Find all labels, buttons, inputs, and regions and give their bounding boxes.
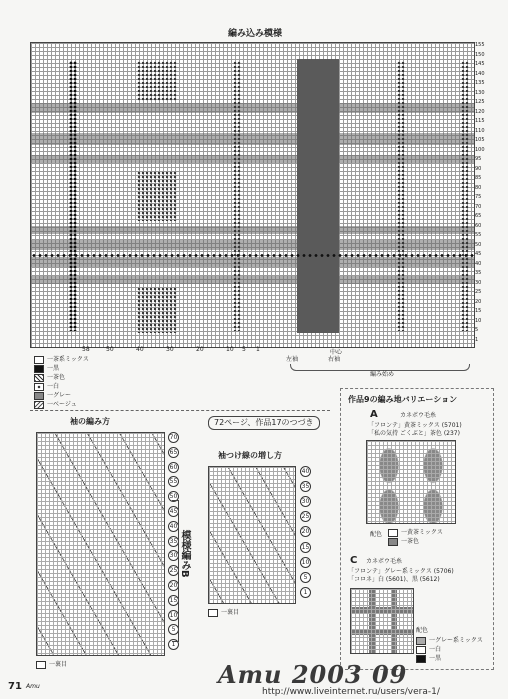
variation-a-chart bbox=[366, 440, 456, 524]
magazine-small: Amu bbox=[26, 683, 40, 690]
swatch-purl bbox=[36, 661, 46, 669]
axis-tick: 20 bbox=[196, 346, 204, 353]
variation-a-line2: 「私の気持 ごくぶと」茶色 (237) bbox=[368, 430, 460, 437]
axis-tick: 145 bbox=[475, 61, 485, 67]
cast-on-note: 編み始め bbox=[370, 371, 395, 378]
legend-label: 一グレー系ミックス bbox=[429, 636, 483, 644]
axis-tick: 80 bbox=[475, 184, 482, 191]
motif-column-4 bbox=[461, 61, 469, 331]
axis-tick: 45 bbox=[475, 251, 482, 257]
cast-on-bracket bbox=[290, 364, 470, 371]
swatch-slash bbox=[34, 401, 44, 409]
row-number-badge: 1 bbox=[300, 587, 311, 598]
motif-column-2 bbox=[233, 61, 241, 331]
axis-tick: 1 bbox=[256, 346, 260, 353]
row-number-badge: 20 bbox=[169, 582, 178, 589]
section-divider bbox=[30, 410, 330, 411]
row-number-badge: 15 bbox=[301, 543, 310, 551]
sleeve-title: 袖の編み方 bbox=[70, 417, 110, 426]
row-number-badge: 50 bbox=[169, 493, 178, 501]
legend-label: 一茶色 bbox=[401, 537, 420, 545]
variation-c-legend bbox=[416, 636, 483, 663]
variation-a-line1: 「フロンテ」黄茶ミックス (5701) bbox=[368, 422, 462, 429]
axis-tick: 55 bbox=[475, 232, 482, 238]
increase-chart bbox=[208, 466, 296, 604]
row-number-badge: 10 bbox=[301, 558, 310, 566]
axis-tick: 95 bbox=[475, 156, 482, 162]
axis-tick: 40 bbox=[136, 346, 144, 353]
swatch-purl bbox=[208, 609, 218, 617]
axis-tick: 10 bbox=[475, 317, 482, 324]
continuation-note: 72ページ、作品17のつづき bbox=[208, 416, 320, 430]
axis-tick: 155 bbox=[475, 42, 485, 48]
row-number-badge: 30 bbox=[301, 498, 310, 506]
axis-tick: 90 bbox=[475, 165, 482, 172]
row-number-badge: 20 bbox=[301, 528, 310, 536]
source-url: http://www.liveinternet.ru/users/vera-1/ bbox=[262, 687, 440, 697]
swatch-white bbox=[416, 646, 426, 654]
variation-title: 作品9の編み地バリエーション bbox=[348, 395, 458, 404]
axis-tick: 65 bbox=[475, 213, 482, 219]
swatch-dot bbox=[34, 383, 44, 391]
sleeve-legend bbox=[36, 660, 67, 669]
axis-tick: 130 bbox=[475, 89, 485, 96]
axis-tick: 85 bbox=[475, 175, 482, 181]
motif-block-3 bbox=[137, 287, 177, 333]
row-number-badge: 1 bbox=[168, 639, 179, 650]
row-number-badge: 10 bbox=[169, 611, 178, 619]
main-chart-right-axis bbox=[475, 42, 495, 346]
right-sleeve-label: 右袖 bbox=[328, 356, 341, 363]
axis-tick: 120 bbox=[475, 108, 485, 115]
swatch-plain bbox=[388, 529, 398, 537]
axis-tick: 125 bbox=[475, 99, 485, 105]
legend-label: 一白 bbox=[47, 382, 60, 390]
row-number-badge: 55 bbox=[169, 478, 178, 486]
legend-label: 一裏目 bbox=[221, 608, 240, 616]
variation-a-legend bbox=[388, 528, 443, 546]
axis-tick: 30 bbox=[166, 346, 174, 353]
variation-c-legend-title: 配色 bbox=[416, 627, 429, 634]
increase-row-labels bbox=[298, 466, 318, 602]
legend-label: 一グレー bbox=[47, 391, 72, 399]
sleeve-chart bbox=[36, 432, 165, 656]
center-label: 中心 bbox=[330, 349, 343, 356]
main-chart-legend bbox=[34, 355, 89, 409]
variation-c-line2: 「コロネ」白 (5601)、黒 (5612) bbox=[348, 576, 440, 583]
axis-tick: 105 bbox=[475, 137, 485, 143]
axis-tick: 150 bbox=[475, 51, 485, 58]
swatch-dark bbox=[34, 392, 44, 400]
axis-tick: 5 bbox=[475, 327, 479, 333]
axis-tick: 58 bbox=[82, 346, 90, 353]
axis-tick: 40 bbox=[475, 260, 482, 267]
motif-column-3 bbox=[397, 61, 405, 331]
variation-c-letter: C bbox=[350, 555, 358, 566]
variation-c-yarn: カネボウ毛糸 bbox=[366, 558, 403, 565]
axis-tick: 75 bbox=[475, 194, 482, 200]
variation-a-letter: A bbox=[370, 409, 378, 420]
legend-label: 一黄茶ミックス bbox=[401, 528, 443, 536]
pattern-b-label: 模様編みB bbox=[179, 530, 190, 578]
main-chart-title: 編み込み模様 bbox=[228, 29, 283, 39]
row-number-badge: 25 bbox=[169, 567, 178, 575]
axis-tick: 35 bbox=[475, 270, 482, 276]
legend-label: 一黒 bbox=[429, 654, 442, 662]
row-number-badge: 15 bbox=[169, 596, 178, 604]
axis-tick: 25 bbox=[475, 289, 482, 295]
main-chart-grid bbox=[30, 42, 475, 348]
legend-label: 一ベージュ bbox=[47, 400, 77, 408]
axis-tick: 1 bbox=[475, 336, 479, 343]
page-number: 71 bbox=[8, 681, 22, 692]
axis-tick: 110 bbox=[475, 127, 485, 134]
swatch-black bbox=[416, 655, 426, 663]
row-number-badge: 40 bbox=[169, 522, 178, 530]
variation-a-legend-title: 配色 bbox=[370, 531, 383, 538]
motif-row-dots bbox=[31, 253, 474, 258]
row-number-badge: 25 bbox=[301, 513, 310, 521]
increase-title: 袖つけ線の増し方 bbox=[218, 451, 282, 460]
row-number-badge: 5 bbox=[300, 572, 311, 583]
legend-label: 一茶系ミックス bbox=[47, 355, 89, 363]
axis-tick: 30 bbox=[475, 279, 482, 286]
row-number-badge: 30 bbox=[169, 552, 178, 560]
row-number-badge: 70 bbox=[169, 434, 178, 441]
legend-label: 一黒 bbox=[47, 364, 60, 372]
axis-tick: 20 bbox=[475, 298, 482, 305]
axis-tick: 5 bbox=[242, 346, 246, 353]
axis-tick: 50 bbox=[475, 241, 482, 248]
axis-tick: 100 bbox=[475, 146, 485, 153]
magazine-watermark: Amu 2003 09 bbox=[218, 660, 408, 689]
axis-tick: 15 bbox=[475, 308, 482, 314]
variation-c-chart bbox=[350, 588, 414, 654]
axis-tick: 135 bbox=[475, 80, 485, 86]
variation-a-yarn: カネボウ毛糸 bbox=[400, 412, 437, 419]
row-number-badge: 45 bbox=[169, 508, 178, 515]
swatch-gray bbox=[416, 637, 426, 645]
axis-tick: 50 bbox=[106, 346, 114, 353]
row-number-badge: 35 bbox=[169, 537, 178, 545]
increase-legend bbox=[208, 608, 239, 617]
left-sleeve-label: 左袖 bbox=[286, 356, 299, 363]
swatch-black bbox=[34, 365, 44, 373]
row-number-badge: 60 bbox=[169, 463, 178, 471]
motif-block-2 bbox=[137, 171, 177, 221]
axis-tick: 60 bbox=[475, 222, 482, 229]
row-number-badge: 35 bbox=[301, 483, 310, 491]
row-number-badge: 40 bbox=[301, 468, 310, 475]
swatch-plain bbox=[34, 356, 44, 364]
motif-block-1 bbox=[137, 61, 177, 101]
motif-column-1 bbox=[69, 61, 77, 331]
legend-label: 一白 bbox=[429, 645, 442, 653]
axis-tick: 70 bbox=[475, 203, 482, 210]
center-dark-stripe bbox=[297, 59, 339, 333]
row-number-badge: 5 bbox=[168, 624, 179, 635]
variation-c-line1: 「フロンテ」グレー系ミックス (5706) bbox=[348, 568, 454, 575]
main-chart-bottom-axis bbox=[30, 347, 473, 357]
axis-tick: 10 bbox=[226, 346, 234, 353]
row-number-badge: 65 bbox=[169, 448, 178, 456]
swatch-dark bbox=[388, 538, 398, 546]
legend-label: 一茶色 bbox=[47, 373, 66, 381]
swatch-cross bbox=[34, 374, 44, 382]
axis-tick: 115 bbox=[475, 118, 485, 124]
legend-label: 一裏目 bbox=[49, 660, 68, 668]
axis-tick: 140 bbox=[475, 70, 485, 77]
